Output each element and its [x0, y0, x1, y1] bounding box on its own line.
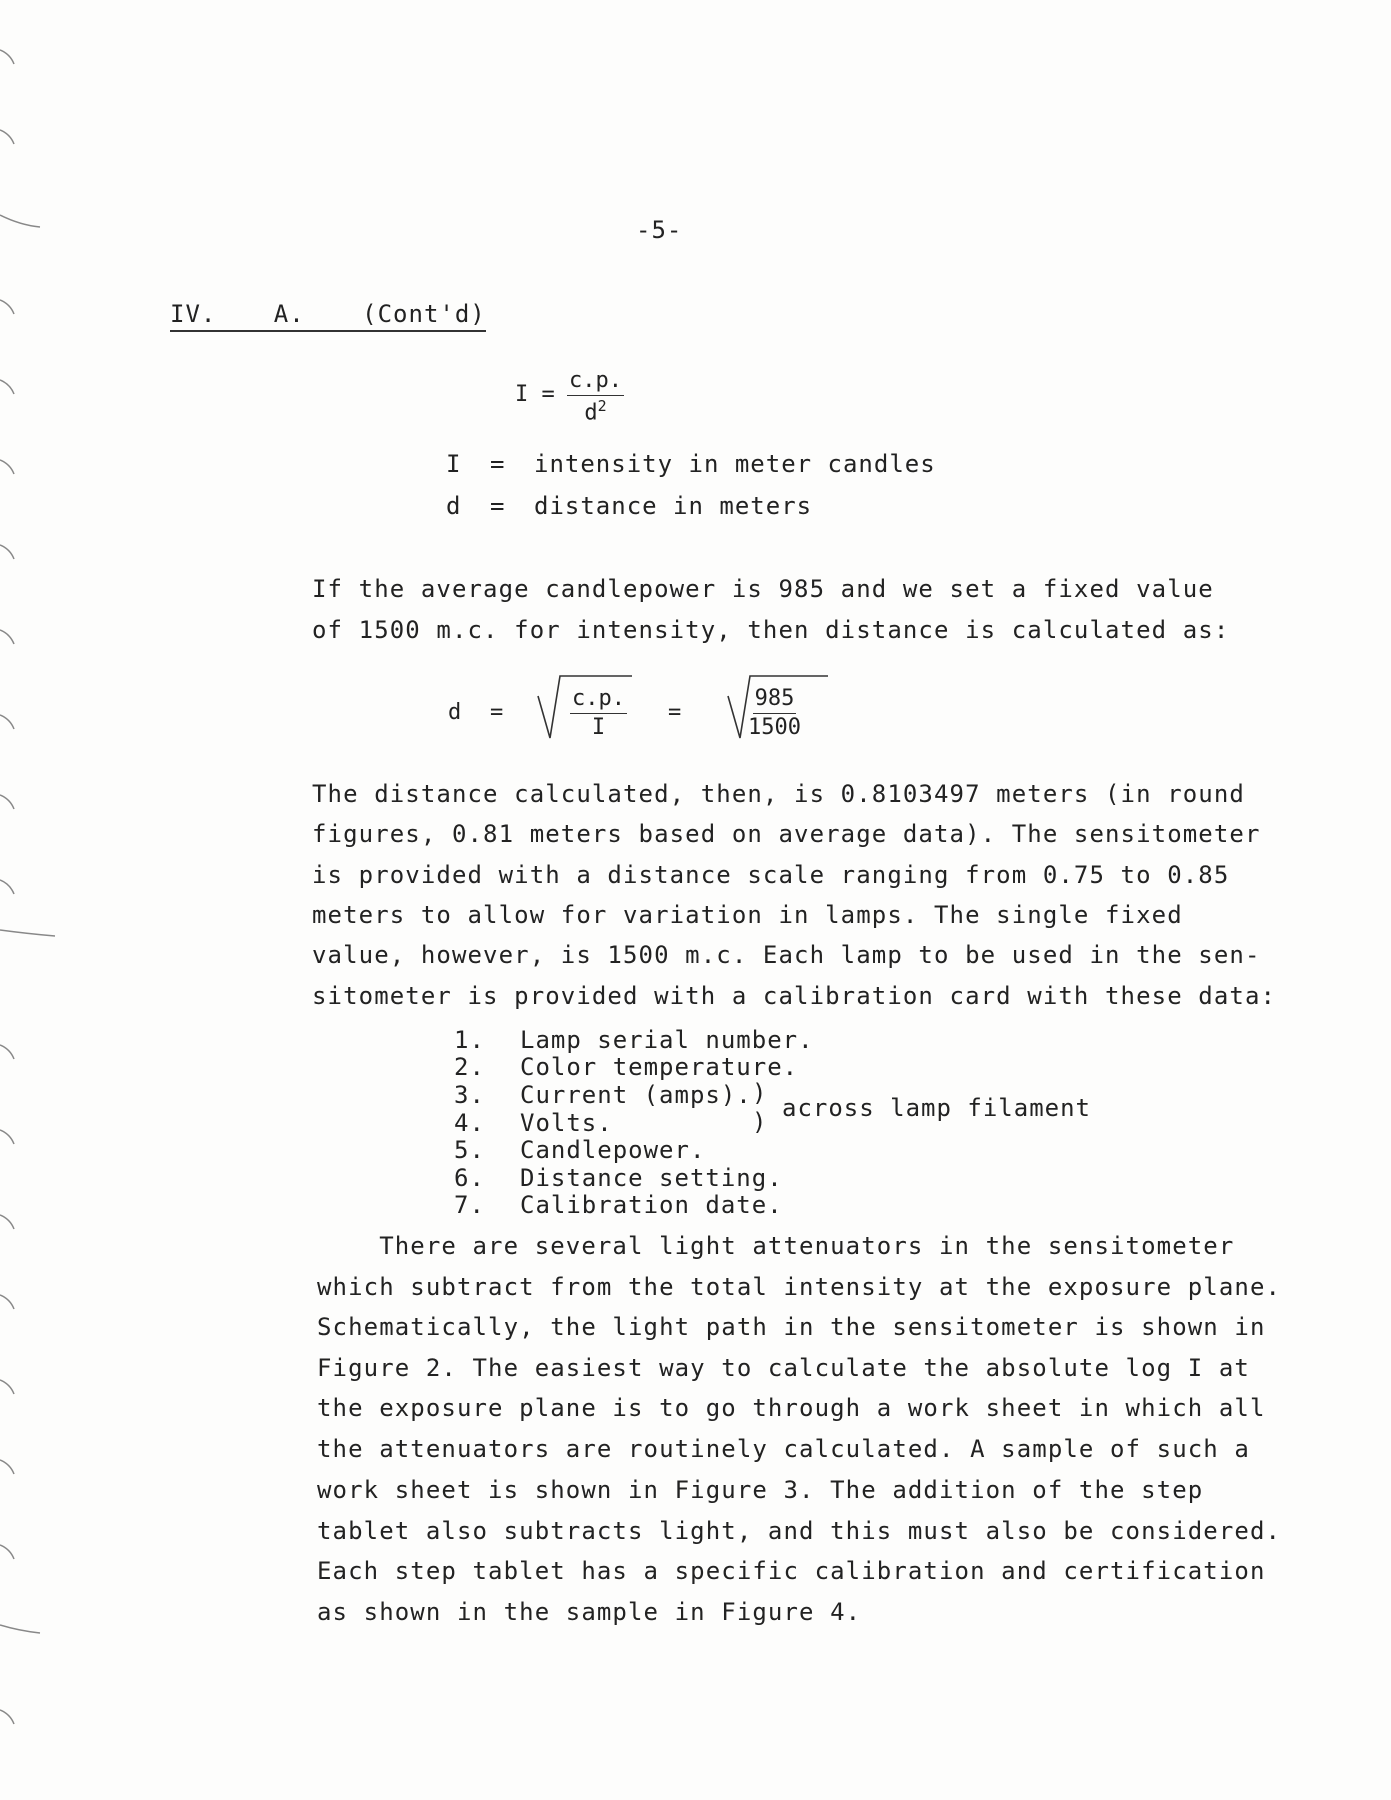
- text-line: Figure 2. The easiest way to calculate the absolute log I at: [317, 1354, 1250, 1382]
- formula2-equals-2: =: [668, 700, 682, 725]
- text-line: meters to allow for variation in lamps. The single fixed: [312, 901, 1183, 929]
- formula1-denominator: $d^2$: [584, 397, 607, 426]
- text-line: the attenuators are routinely calculated. A sample of such a: [317, 1435, 1250, 1463]
- text-line: of 1500 m.c. for intensity, then distance is calculated as:: [312, 616, 1230, 644]
- text-line: sitometer is provided with a calibration card with these data:: [312, 982, 1277, 1010]
- definition-row: d = distance in meters: [446, 492, 813, 520]
- text-line: Schematically, the light path in the sensitometer is shown in: [317, 1313, 1266, 1341]
- formula1-lhs: I =: [515, 382, 555, 407]
- close-paren-mark: ): [752, 1079, 767, 1107]
- section-label: IV. A.: [170, 300, 305, 328]
- text-line: value, however, is 1500 m.c. Each lamp to be used in the sen-: [312, 941, 1261, 969]
- formula1-fraction: [567, 368, 624, 425]
- section-note: (Cont'd): [362, 300, 486, 328]
- text-line: as shown in the sample in Figure 4.: [317, 1598, 862, 1626]
- text-line: work sheet is shown in Figure 3. The addition of the step: [317, 1476, 1204, 1504]
- list-item: 7. Calibration date.: [454, 1191, 783, 1219]
- text-line: figures, 0.81 meters based on average data). The sensitometer: [312, 820, 1261, 848]
- page-number: -5-: [636, 216, 683, 244]
- list-item: 5. Candlepower.: [454, 1136, 706, 1164]
- formula2-fraction-1: $\frac{c.p.}{I}$: [572, 686, 625, 740]
- text-line: the exposure plane is to go through a work sheet in which all: [317, 1394, 1266, 1422]
- list-item: 3. Current (amps).: [454, 1081, 752, 1109]
- text-line: The distance calculated, then, is 0.8103497 meters (in round: [312, 780, 1245, 808]
- list-item: 4. Volts.: [454, 1109, 613, 1137]
- text-line: is provided with a distance scale ranging from 0.75 to 0.85: [312, 861, 1230, 889]
- list-item: 1. Lamp serial number.: [454, 1026, 814, 1054]
- text-line: There are several light attenuators in the sensitometer: [317, 1232, 1235, 1260]
- text-line: tablet also subtracts light, and this must also be considered.: [317, 1517, 1282, 1545]
- list-note: across lamp filament: [782, 1094, 1091, 1122]
- definition-row: I = intensity in meter candles: [446, 450, 936, 478]
- text-line: Each step tablet has a specific calibration and certification: [317, 1557, 1266, 1585]
- formula1-numerator: c.p.: [567, 368, 624, 396]
- text-line: If the average candlepower is 985 and we set a fixed value: [312, 575, 1214, 603]
- close-paren-mark: ): [752, 1108, 767, 1136]
- list-item: 6. Distance setting.: [454, 1164, 783, 1192]
- text-line: which subtract from the total intensity at the exposure plane.: [317, 1273, 1282, 1301]
- formula1-exponent: 2: [597, 397, 607, 415]
- binder-hole-marks: [0, 0, 60, 1800]
- list-item: 2. Color temperature.: [454, 1053, 799, 1081]
- formula2-fraction-2: $\frac{985}{1500}$: [748, 686, 801, 740]
- section-heading: [170, 300, 486, 332]
- formula2-lhs: d: [448, 700, 462, 725]
- formula2-equals-1: =: [490, 700, 504, 725]
